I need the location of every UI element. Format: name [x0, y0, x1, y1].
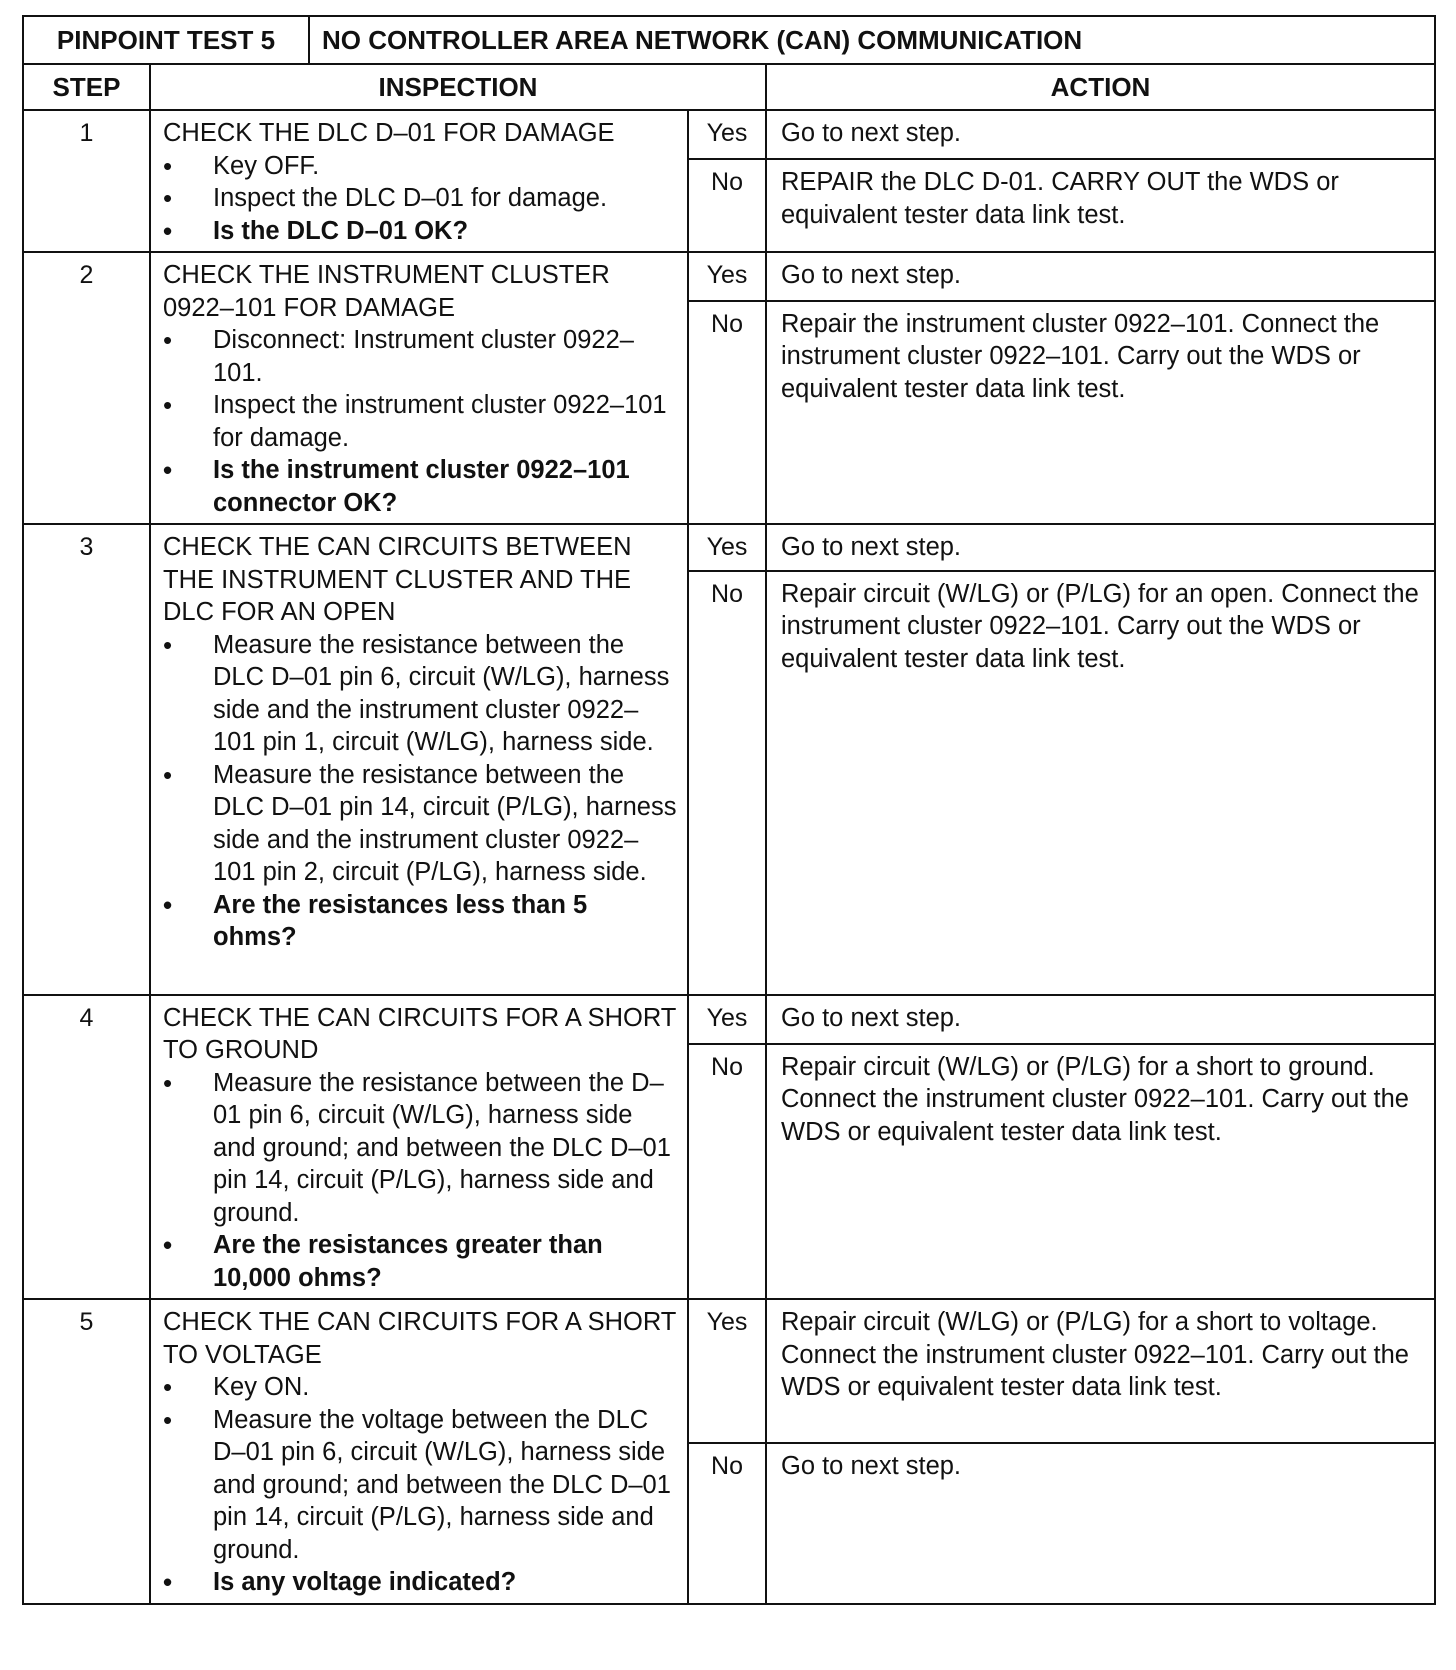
inspection-title: CHECK THE CAN CIRCUITS FOR A SHORT TO GROUND	[163, 1003, 676, 1064]
inspection-question: • Are the resistances greater than 10,000 ohms?	[163, 1229, 677, 1294]
inspection-bullet: • Key OFF.	[163, 150, 677, 183]
test-title: NO CONTROLLER AREA NETWORK (CAN) COMMUNICATION	[309, 16, 1435, 64]
yes-label: Yes	[688, 524, 766, 571]
no-label: No	[688, 301, 766, 524]
title-row	[23, 16, 1435, 64]
step-number: 2	[23, 252, 150, 524]
inspection-title: CHECK THE DLC D–01 FOR DAMAGE	[163, 119, 615, 147]
step-3-row-yes	[23, 524, 1435, 571]
pinpoint-test-sheet	[22, 15, 1434, 1605]
step-2-row-yes	[23, 252, 1435, 301]
no-action: Repair circuit (W/LG) or (P/LG) for a short to ground. Connect the instrument cluster 0922–101. Carry out the WDS or equivalent tester data link test.	[766, 1044, 1435, 1299]
inspection-question: • Is any voltage indicated?	[163, 1566, 677, 1599]
step-column-header: STEP	[23, 64, 150, 110]
step-number: 3	[23, 524, 150, 995]
yes-action: Go to next step.	[766, 252, 1435, 301]
step-number: 4	[23, 995, 150, 1300]
yes-action: Go to next step.	[766, 110, 1435, 159]
yes-label: Yes	[688, 1299, 766, 1443]
inspection-question: • Are the resistances less than 5 ohms?	[163, 889, 677, 954]
step-5-row-yes	[23, 1299, 1435, 1443]
column-header-row	[23, 64, 1435, 110]
inspection-question: • Is the DLC D–01 OK?	[163, 215, 677, 248]
no-label: No	[688, 1044, 766, 1299]
yes-action: Go to next step.	[766, 524, 1435, 571]
inspection-question: • Is the instrument cluster 0922–101 connector OK?	[163, 454, 677, 519]
inspection-column-header: INSPECTION	[150, 64, 766, 110]
steps-body	[23, 110, 1435, 1604]
inspection-bullet: • Inspect the DLC D–01 for damage.	[163, 182, 677, 215]
inspection-list	[163, 324, 677, 519]
pinpoint-test-table	[22, 15, 1436, 1605]
inspection-title: CHECK THE INSTRUMENT CLUSTER 0922–101 FOR DAMAGE	[163, 261, 610, 322]
no-action: Repair the instrument cluster 0922–101. Connect the instrument cluster 0922–101. Carry out the WDS or equivalent tester data link test.	[766, 301, 1435, 524]
action-column-header: ACTION	[766, 64, 1435, 110]
no-action: REPAIR the DLC D-01. CARRY OUT the WDS or equivalent tester data link test.	[766, 159, 1435, 252]
inspection-bullet: • Measure the resistance between the DLC D–01 pin 14, circuit (P/LG), harness side and the instrument cluster 0922–101 pin 2, circuit (P/LG), harness side.	[163, 759, 677, 889]
no-label: No	[688, 1443, 766, 1604]
yes-label: Yes	[688, 110, 766, 159]
inspection-cell	[150, 995, 688, 1300]
step-1-row-yes	[23, 110, 1435, 159]
yes-label: Yes	[688, 995, 766, 1044]
inspection-bullet: • Measure the resistance between the DLC D–01 pin 6, circuit (W/LG), harness side and the instrument cluster 0922–101 pin 1, circuit (W/LG), harness side.	[163, 629, 677, 759]
inspection-bullet: • Disconnect: Instrument cluster 0922–101.	[163, 324, 677, 389]
inspection-list	[163, 629, 677, 954]
no-label: No	[688, 571, 766, 995]
yes-label: Yes	[688, 252, 766, 301]
inspection-cell	[150, 524, 688, 995]
inspection-list	[163, 1371, 677, 1599]
inspection-bullet: • Inspect the instrument cluster 0922–101 for damage.	[163, 389, 677, 454]
inspection-title: CHECK THE CAN CIRCUITS FOR A SHORT TO VOLTAGE	[163, 1308, 676, 1369]
test-label: PINPOINT TEST 5	[23, 16, 309, 64]
no-action: Repair circuit (W/LG) or (P/LG) for an open. Connect the instrument cluster 0922–101. Carry out the WDS or equivalent tester data link test.	[766, 571, 1435, 995]
inspection-title: CHECK THE CAN CIRCUITS BETWEEN THE INSTRUMENT CLUSTER AND THE DLC FOR AN OPEN	[163, 533, 632, 626]
yes-action: Repair circuit (W/LG) or (P/LG) for a short to voltage. Connect the instrument cluster 0922–101. Carry out the WDS or equivalent tester data link test.	[766, 1299, 1435, 1443]
inspection-cell	[150, 110, 688, 252]
inspection-cell	[150, 1299, 688, 1604]
inspection-bullet: • Measure the resistance between the D–01 pin 6, circuit (W/LG), harness side and ground; and between the DLC D–01 pin 14, circuit (P/LG), harness side and ground.	[163, 1067, 677, 1230]
no-action: Go to next step.	[766, 1443, 1435, 1604]
inspection-cell	[150, 252, 688, 524]
inspection-list	[163, 150, 677, 248]
inspection-bullet: • Measure the voltage between the DLC D–01 pin 6, circuit (W/LG), harness side and ground; and between the DLC D–01 pin 14, circuit (P/LG), harness side and ground.	[163, 1404, 677, 1567]
inspection-list	[163, 1067, 677, 1295]
no-label: No	[688, 159, 766, 252]
step-number: 1	[23, 110, 150, 252]
step-4-row-yes	[23, 995, 1435, 1044]
yes-action: Go to next step.	[766, 995, 1435, 1044]
inspection-bullet: • Key ON.	[163, 1371, 677, 1404]
step-number: 5	[23, 1299, 150, 1604]
